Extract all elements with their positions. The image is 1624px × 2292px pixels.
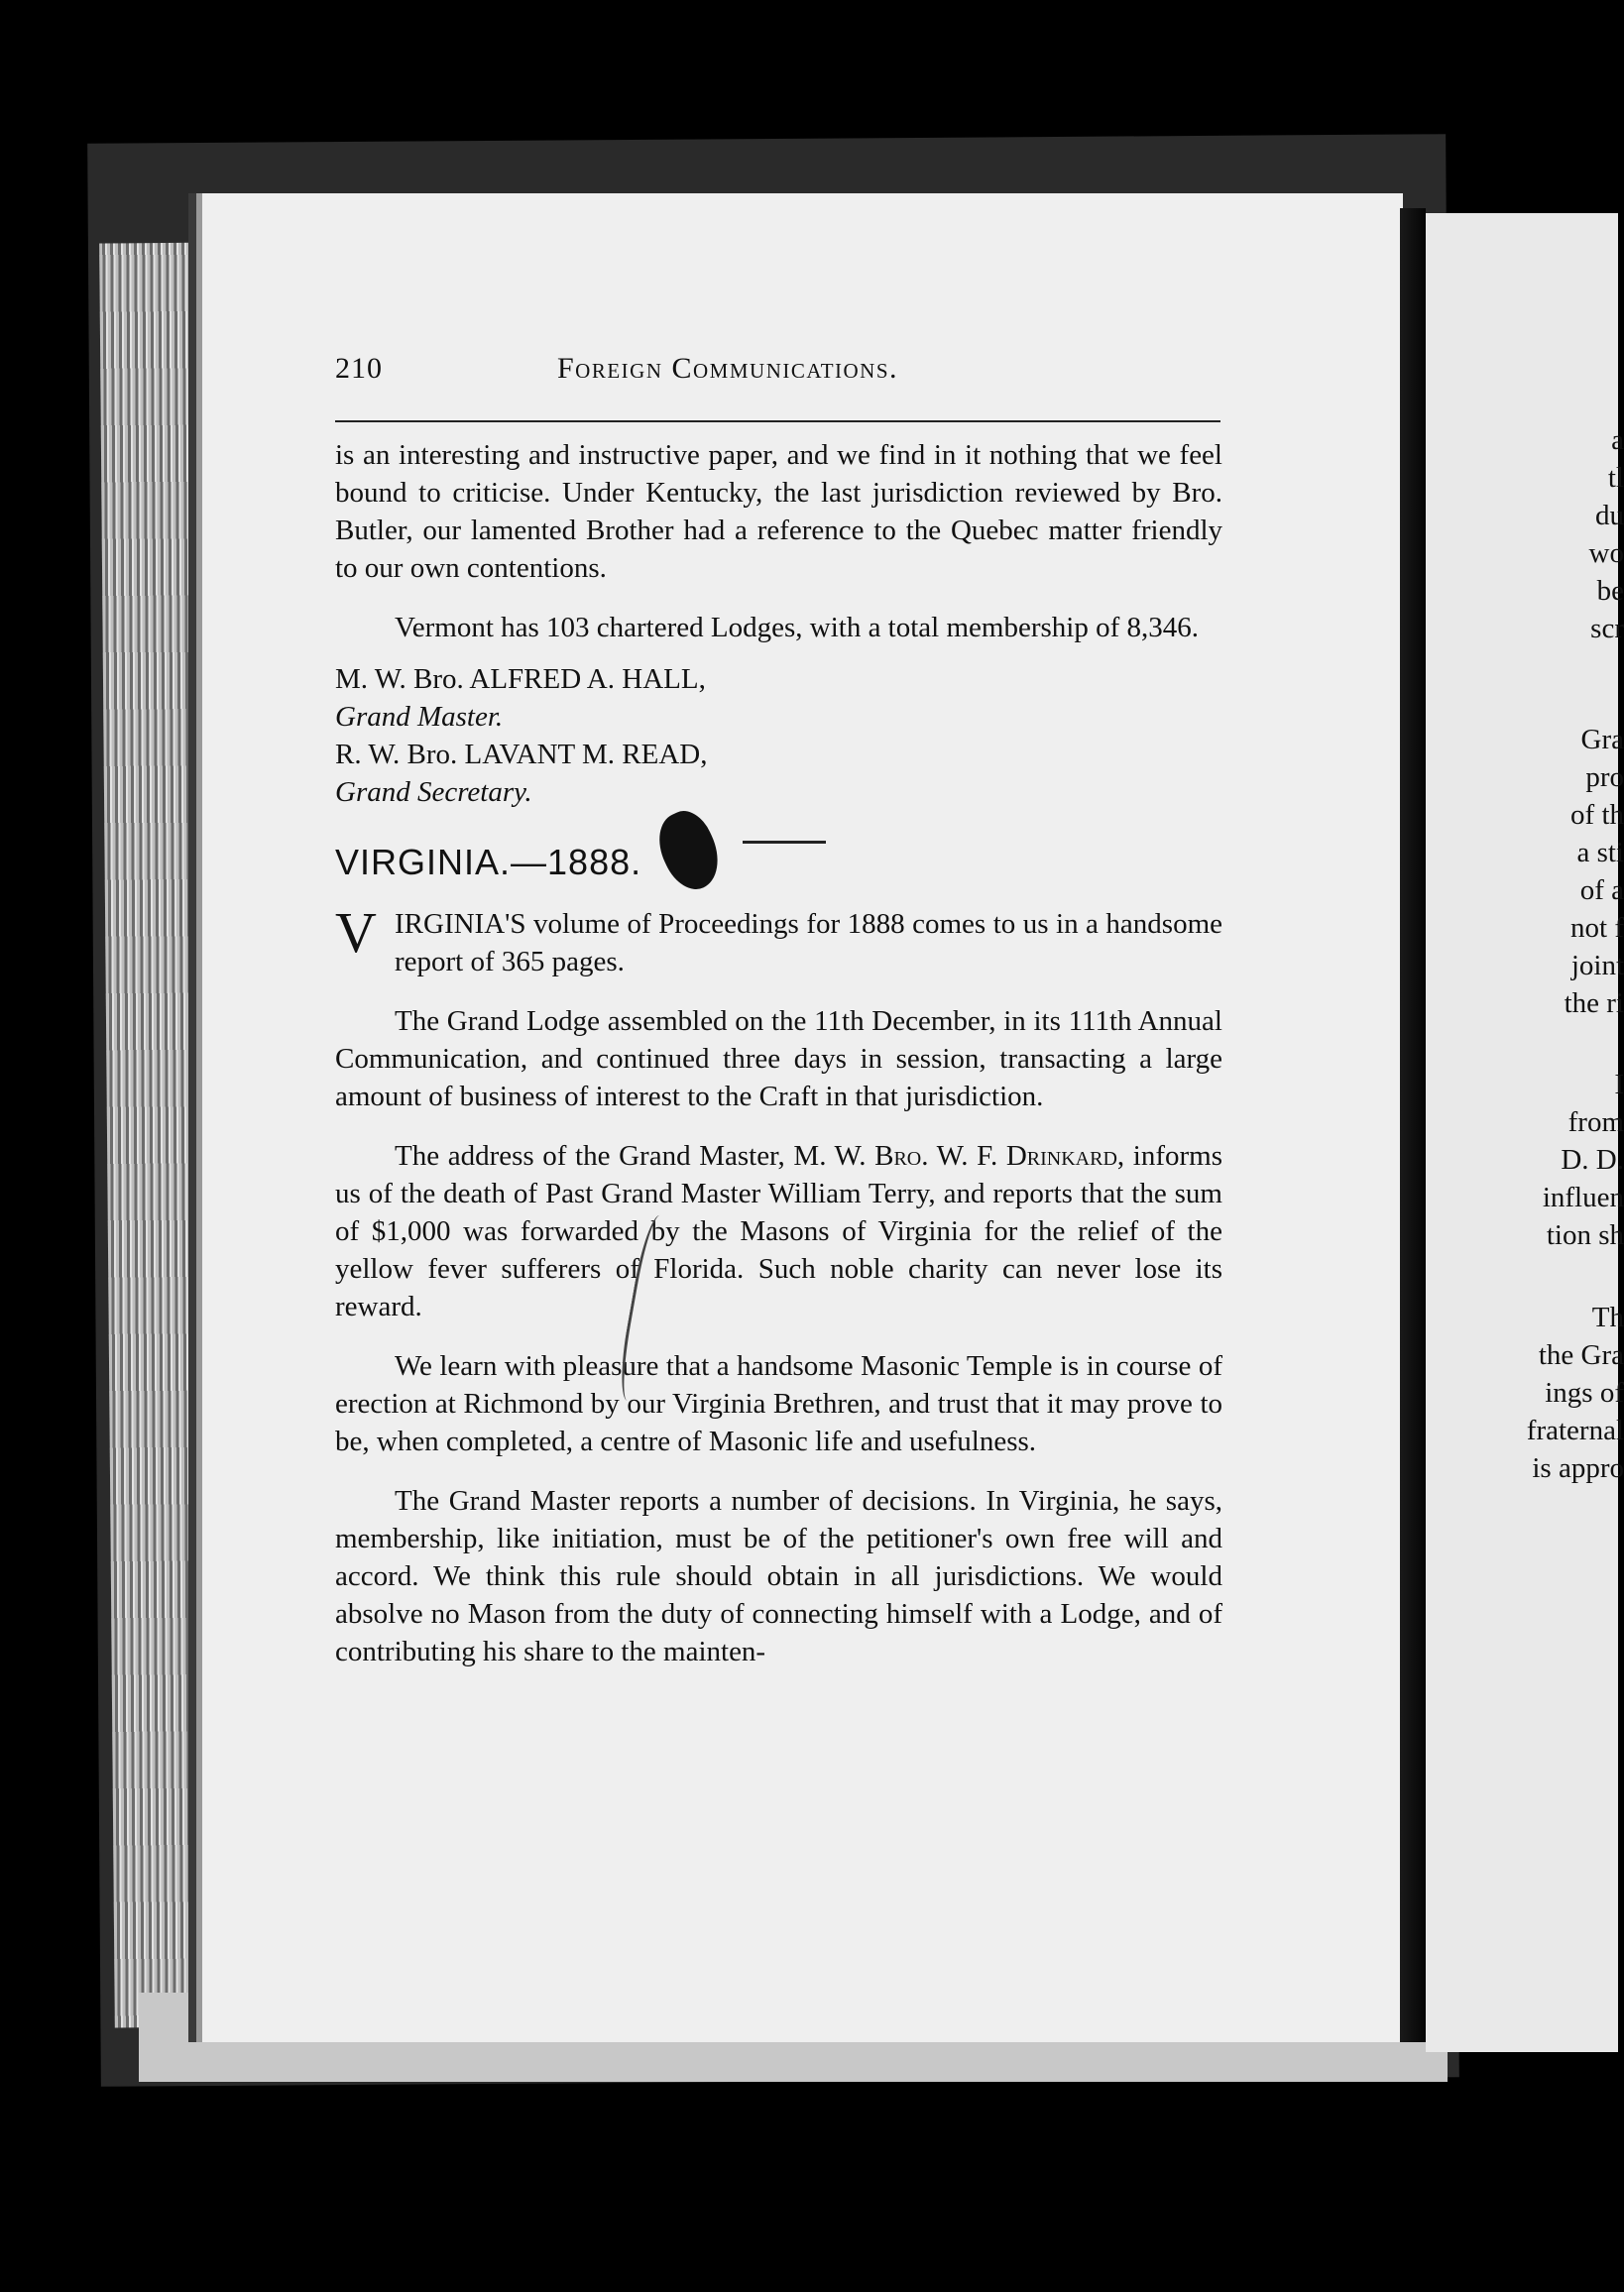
running-title: Foreign Communications. [557, 352, 899, 385]
facing-line: from [1567, 1106, 1624, 1138]
facing-line: D. D. [1561, 1144, 1624, 1176]
header-rule [335, 420, 1220, 422]
facing-line: be [1596, 575, 1624, 607]
signature-name: M. W. Bro. ALFRED A. HALL, [335, 663, 706, 695]
facing-line: a [1611, 424, 1624, 456]
facing-line: the ri [1564, 987, 1624, 1019]
facing-line: tl [1607, 462, 1624, 494]
paragraph: The Grand Master reports a number of decisions. In Virginia, he says, membership, like initiation, must be of the petitioner's own free will and accord. We think this rule should obtain in all jurisdictions. We would absolve no Mason from the duty of connecting himself with a Lodge, and of contributing his share to the mainten- [335, 1485, 1222, 1667]
facing-line: the Gra [1538, 1339, 1624, 1371]
facing-page [1426, 213, 1624, 2052]
page-number: 210 [335, 352, 383, 385]
signature-title: Grand Secretary. [335, 776, 532, 808]
grand-master-name: Bro. W. F. Drinkard [874, 1140, 1117, 1172]
paragraph-text: The address of the Grand Master, M. W. [395, 1140, 875, 1172]
signature-title: Grand Master. [335, 701, 504, 733]
paragraph: We learn with pleasure that a handsome Masonic Temple is in course of erection at Richmond by our Virginia Brethren, and trust that it may prove to be, when completed, a centre of Masonic life and usefulness. [335, 1350, 1222, 1457]
facing-line: du [1595, 500, 1624, 531]
paragraph [335, 900, 1222, 980]
paragraph: The Grand Lodge assembled on the 11th December, in its 111th Annual Communication, and continued three days in session, transacting a large amount of business of interest to the Craft in that jurisdiction. [335, 1005, 1222, 1112]
facing-line: is appro [1532, 1452, 1624, 1484]
facing-line: Gra [1580, 724, 1624, 755]
facing-line: not f [1570, 912, 1624, 944]
facing-line: fraternal [1526, 1415, 1624, 1446]
section-divider [743, 841, 826, 844]
facing-line: wo [1588, 537, 1624, 569]
facing-line: a sti [1576, 837, 1624, 868]
facing-line: ings of [1545, 1377, 1624, 1409]
drop-cap: V [335, 900, 377, 965]
facing-line: influen [1542, 1182, 1624, 1213]
facing-line: of a [1579, 874, 1624, 906]
facing-line: tion sh [1546, 1219, 1624, 1251]
signature-name: R. W. Bro. LAVANT M. READ, [335, 739, 708, 770]
paragraph-text: IRGINIA'S volume of Proceedings for 1888 comes to us in a handsome report of 365 pages. [395, 908, 1222, 977]
section-heading: VIRGINIA.—1888. [335, 842, 642, 882]
paragraph-text: , informs us of the death of Past Grand Master William Terry, and reports that the sum of $1,000 was forwarded by the Masons of Virginia for the relief of the yellow fever sufferers of Florida. Such noble charity can never lose its reward. [335, 1140, 1222, 1322]
facing-line: Th [1591, 1302, 1624, 1333]
facing-line: pro [1585, 761, 1624, 793]
paragraph: is an interesting and instructive paper, and we find in it nothing that we feel bound to criticise. Under Kentucky, the last jurisdiction reviewed by Bro. Butler, our lamented Brother had a reference to the Quebec matter friendly to our own contentions. [335, 439, 1222, 584]
facing-line: of th [1570, 799, 1624, 831]
facing-line: joint [1570, 950, 1624, 981]
book-gutter [1400, 208, 1426, 2042]
paragraph: Vermont has 103 chartered Lodges, with a total membership of 8,346. [395, 612, 1199, 643]
facing-line: scr [1590, 613, 1624, 644]
paragraph [335, 1137, 1222, 1325]
page-body [335, 436, 1222, 1670]
facing-line: I [1614, 1069, 1624, 1100]
